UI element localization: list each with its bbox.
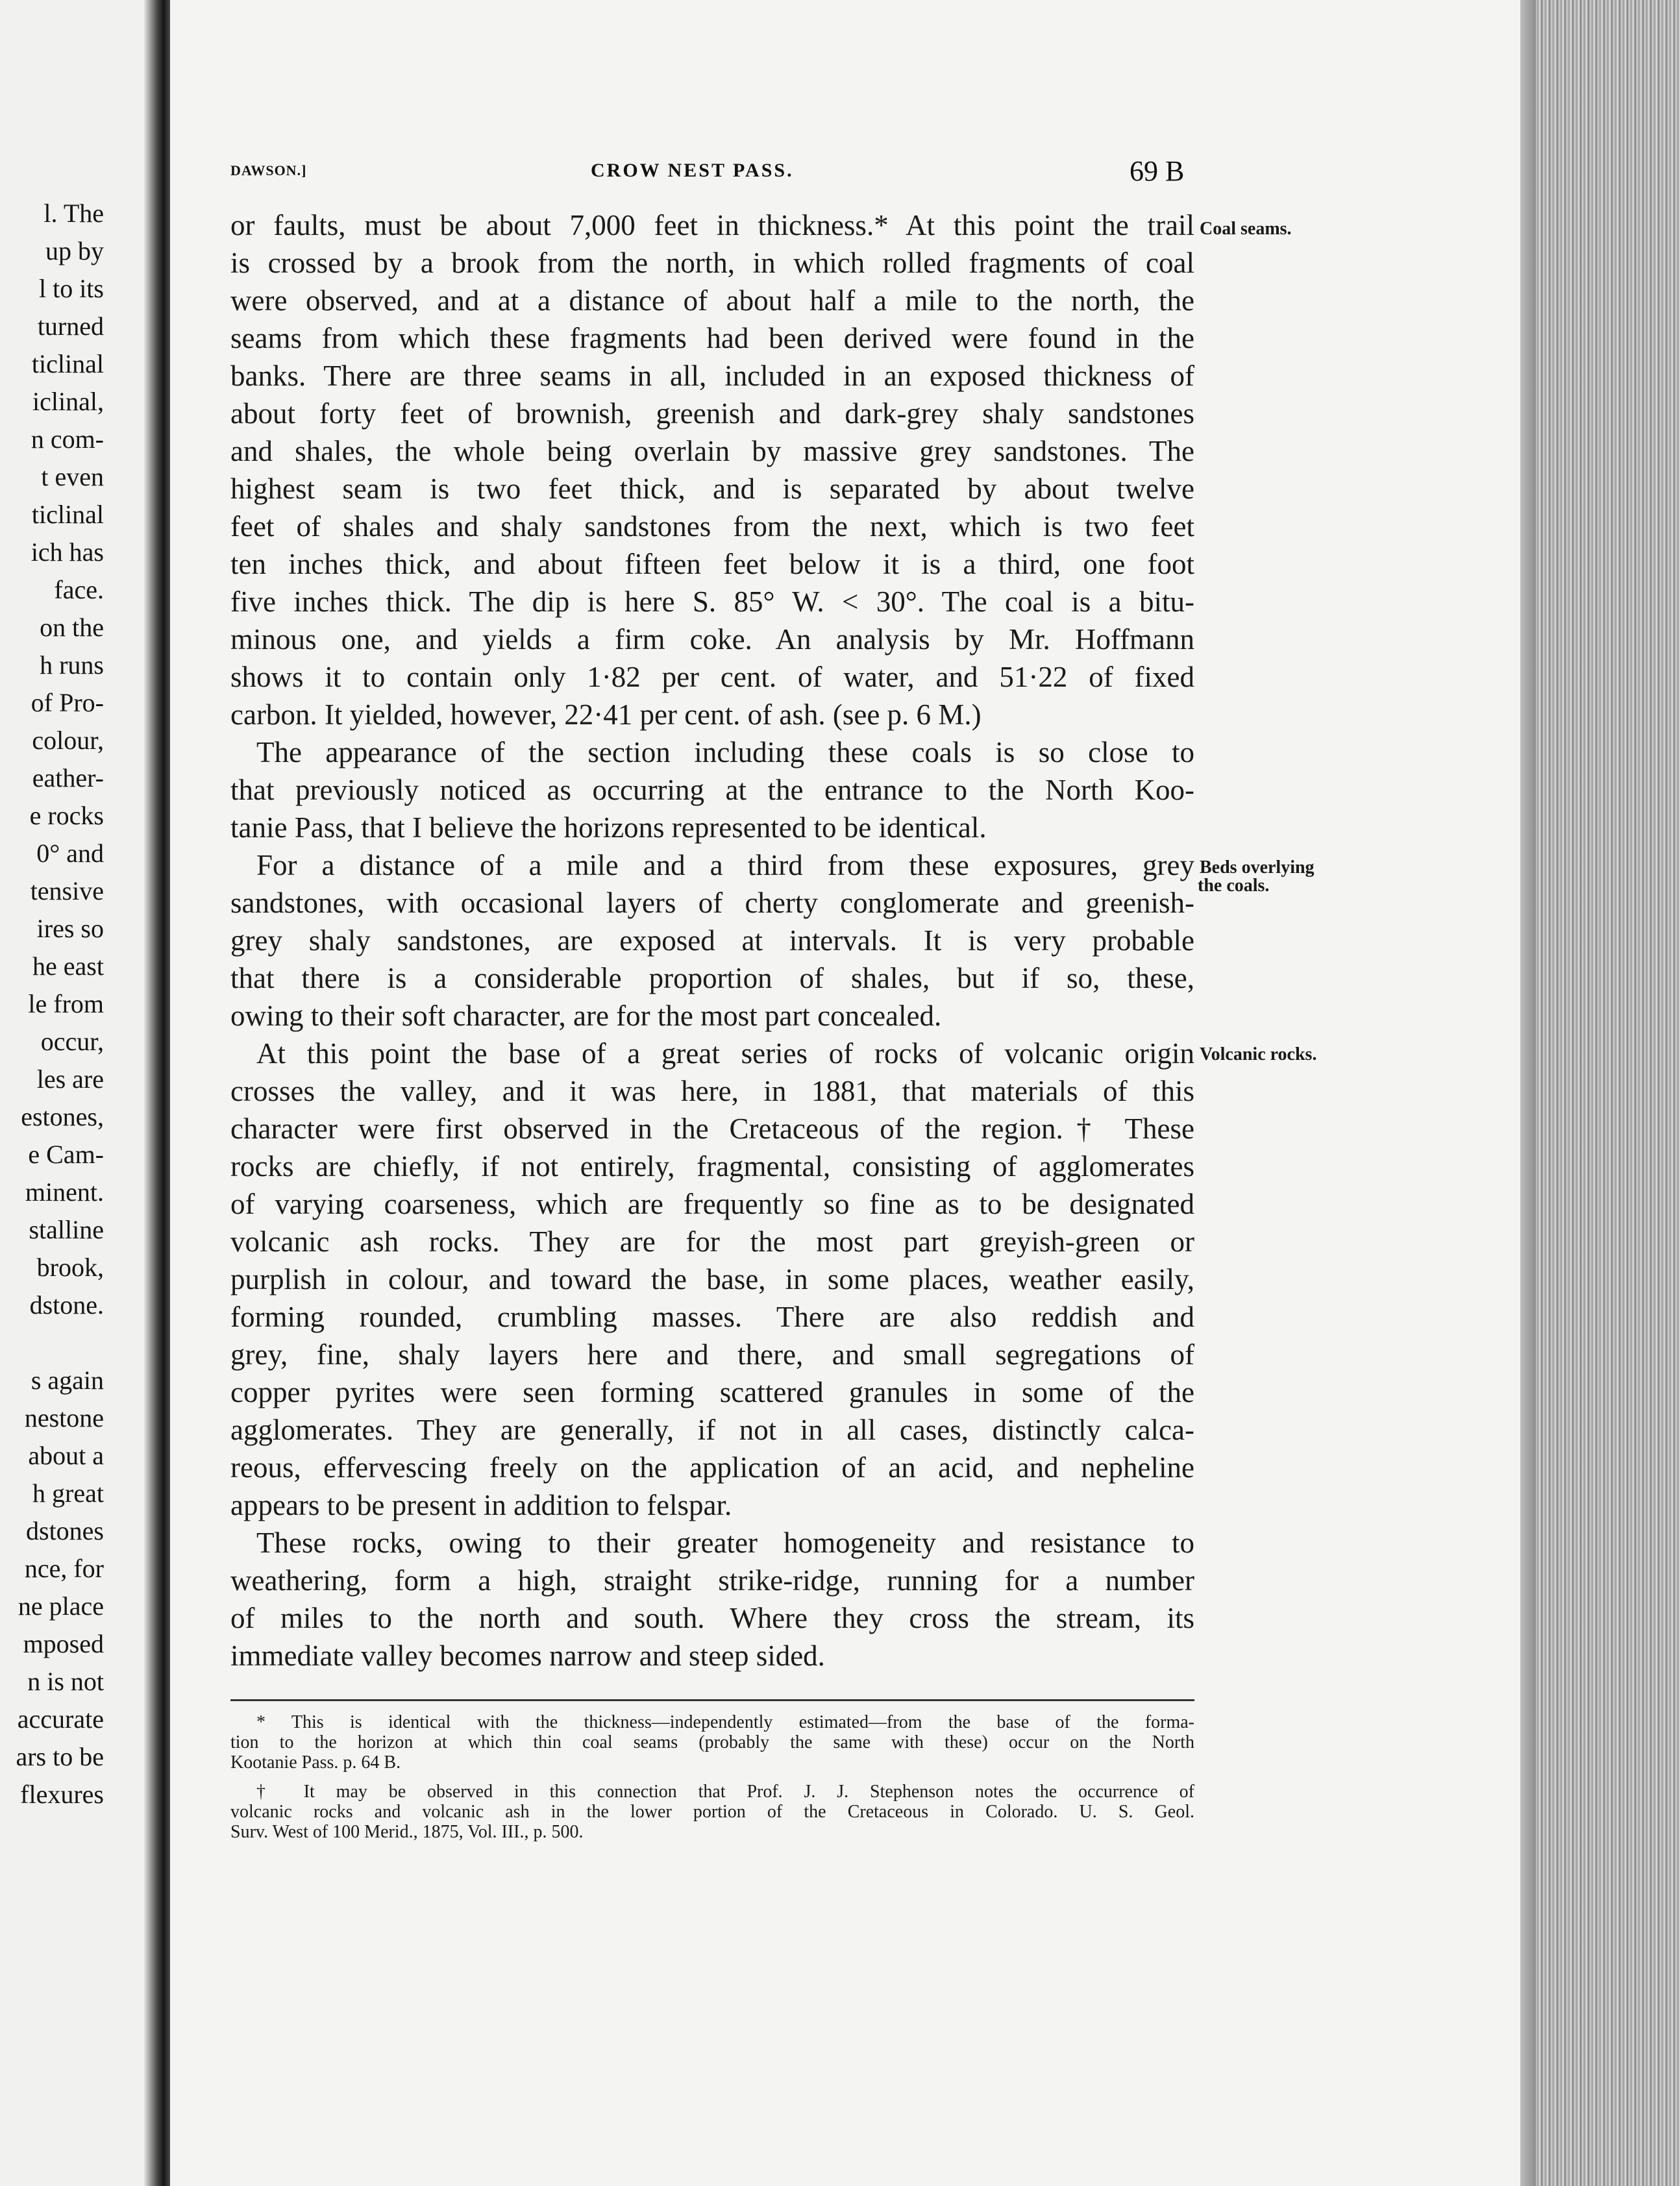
left-line: nce, for <box>24 1554 104 1583</box>
left-line: t even <box>41 462 104 491</box>
text-line: character were first observed in the Cretaceous of the region.† These <box>230 1112 1194 1145</box>
page-edge-shadow <box>1520 0 1536 2186</box>
left-line: minent. <box>25 1177 104 1207</box>
left-line: l. The <box>43 199 104 228</box>
text-line: that there is a considerable proportion of shales, but if so, these, <box>230 962 1194 994</box>
text-line: minous one, and yields a firm coke. An analysis by Mr. Hoffmann <box>230 623 1194 656</box>
left-line: ticlinal <box>31 500 104 529</box>
text-line: carbon. It yielded, however, 22·41 per cent. of ash. (see p. 6 M.) <box>230 698 982 731</box>
footnote-line: † It may be observed in this connection that Prof. J. J. Stephenson notes the occurrence of <box>256 1782 1194 1802</box>
text-line: ten inches thick, and about fifteen feet below it is a third, one foot <box>230 548 1194 580</box>
left-line: n is not <box>27 1667 104 1696</box>
running-head-title: CROW NEST PASS. <box>591 160 794 181</box>
text-line: of miles to the north and south. Where they cross the stream, its <box>230 1602 1194 1634</box>
left-line: colour, <box>32 726 104 755</box>
text-line: copper pyrites were seen forming scattered granules in some of the <box>230 1376 1194 1408</box>
text-line: feet of shales and shaly sandstones from the next, which is two feet <box>230 510 1194 543</box>
running-head <box>230 154 1198 193</box>
left-line: tensive <box>30 876 104 905</box>
left-line: le from <box>28 989 104 1018</box>
left-line: e rocks <box>29 801 104 830</box>
text-line: rocks are chiefly, if not entirely, fragmental, consisting of agglomerates <box>230 1150 1194 1183</box>
left-line: brook, <box>36 1253 104 1282</box>
left-line: turned <box>37 312 104 341</box>
left-line: face. <box>54 575 104 604</box>
text-line: is crossed by a brook from the north, in which rolled fragments of coal <box>230 247 1194 279</box>
left-line: h runs <box>40 650 104 680</box>
left-line <box>0 1324 104 1362</box>
left-line: s again <box>31 1366 104 1395</box>
left-line: up by <box>45 236 104 265</box>
left-line: mposed <box>23 1629 104 1658</box>
left-line: flexures <box>20 1780 104 1809</box>
text-line: For a distance of a mile and a third from these exposures, grey <box>256 849 1194 881</box>
text-line: highest seam is two feet thick, and is separated by about twelve <box>230 473 1194 505</box>
text-line: reous, effervescing freely on the application of an acid, and nepheline <box>230 1451 1194 1484</box>
text-line: At this point the base of a great series of rocks of volcanic origin <box>256 1037 1194 1070</box>
left-line: estones, <box>21 1102 104 1131</box>
text-line: purplish in colour, and toward the base, in some places, weather easily, <box>230 1263 1194 1296</box>
text-line: volcanic ash rocks. They are for the most part greyish-green or <box>230 1225 1194 1258</box>
text-line: crosses the valley, and it was here, in 1881, that materials of this <box>230 1075 1194 1107</box>
text-line: appears to be present in addition to felspar. <box>230 1489 732 1521</box>
text-line: grey shaly sandstones, are exposed at intervals. It is very probable <box>230 924 1194 957</box>
footnote-line: tion to the horizon at which thin coal seams (probably the same with these) occur on the North <box>230 1732 1194 1752</box>
left-line: about a <box>28 1441 104 1470</box>
left-line: ticlinal <box>31 349 104 378</box>
footnote-line: Kootanie Pass. p. 64 B. <box>230 1752 401 1773</box>
text-line: weathering, form a high, straight strike-ridge, running for a number <box>230 1564 1194 1597</box>
left-line: ich has <box>31 537 104 567</box>
left-line: e Cam- <box>28 1140 104 1169</box>
margin-note-beds-overlying: Beds overlying <box>1200 857 1315 878</box>
left-line: stalline <box>29 1215 104 1244</box>
text-line: shows it to contain only 1·82 per cent. of water, and 51·22 of fixed <box>230 661 1194 693</box>
text-line: banks. There are three seams in all, included in an exposed thickness of <box>230 360 1194 392</box>
text-line: about forty feet of brownish, greenish and dark-grey shaly sandstones <box>230 397 1194 430</box>
left-line: dstone. <box>29 1290 104 1320</box>
left-line: ne place <box>18 1591 104 1621</box>
page-stack-edge <box>1520 0 1680 2186</box>
text-line: or faults, must be about 7,000 feet in thickness.* At this point the trail <box>230 209 1194 241</box>
left-line: les are <box>36 1064 104 1094</box>
text-line: that previously noticed as occurring at the entrance to the North Koo- <box>230 774 1194 806</box>
left-line: iclinal, <box>32 387 104 416</box>
left-line: ires so <box>36 914 104 943</box>
page-number: 69 B <box>1130 155 1185 187</box>
text-line: grey, fine, shaly layers here and there, and small segregations of <box>230 1338 1194 1371</box>
text-line: The appearance of the section including these coals is so close to <box>256 736 1194 768</box>
left-line: he east <box>32 952 104 981</box>
left-facing-page <box>0 0 162 2186</box>
text-line: agglomerates. They are generally, if not in all cases, distinctly calca- <box>230 1414 1194 1446</box>
margin-note-the-coals: the coals. <box>1198 876 1270 896</box>
footnote-line: Surv. West of 100 Merid., 1875, Vol. III., p. 500. <box>230 1822 584 1842</box>
left-line: eather- <box>32 763 104 792</box>
margin-note-volcanic-rocks: Volcanic rocks. <box>1200 1044 1317 1064</box>
margin-note-coal-seams: Coal seams. <box>1200 219 1292 239</box>
text-line: sandstones, with occasional layers of cherty conglomerate and greenish- <box>230 887 1194 919</box>
left-line: accurate <box>17 1704 104 1734</box>
text-line: and shales, the whole being overlain by massive grey sandstones. The <box>230 435 1194 467</box>
left-line: 0° and <box>36 839 104 868</box>
text-line: five inches thick. The dip is here S. 85° W. < 30°. The coal is a bitu- <box>230 585 1194 618</box>
text-line: were observed, and at a distance of about half a mile to the north, the <box>230 284 1194 317</box>
footnote-rule <box>230 1699 1194 1701</box>
left-line: occur, <box>40 1027 104 1056</box>
left-line: n com- <box>31 424 104 454</box>
left-line: l to its <box>38 274 104 303</box>
left-line: ars to be <box>16 1742 104 1771</box>
text-line: seams from which these fragments had been derived were found in the <box>230 322 1194 354</box>
footnote-line: volcanic rocks and volcanic ash in the lower portion of the Cretaceous in Colorado. U. S. Geol. <box>230 1802 1194 1822</box>
left-line: nestone <box>24 1403 104 1432</box>
text-line: immediate valley becomes narrow and steep sided. <box>230 1640 825 1672</box>
left-line: h great <box>32 1479 104 1508</box>
body-text <box>230 206 1194 1675</box>
left-page-text <box>0 195 104 1813</box>
running-head-author: DAWSON.] <box>230 162 307 178</box>
footnote-line: * This is identical with the thickness—independently estimated—from the base of the forma- <box>256 1712 1194 1732</box>
left-line: on the <box>40 613 104 642</box>
text-line: of varying coarseness, which are frequently so fine as to be designated <box>230 1188 1194 1220</box>
left-line: dstones <box>26 1516 104 1545</box>
text-line: forming rounded, crumbling masses. There are also reddish and <box>230 1301 1194 1333</box>
text-line: These rocks, owing to their greater homogeneity and resistance to <box>256 1527 1194 1559</box>
footnotes <box>230 1712 1194 1842</box>
text-line: owing to their soft character, are for the most part concealed. <box>230 1000 942 1032</box>
left-line: of Pro- <box>31 688 104 717</box>
text-line: tanie Pass, that I believe the horizons represented to be identical. <box>230 811 987 844</box>
